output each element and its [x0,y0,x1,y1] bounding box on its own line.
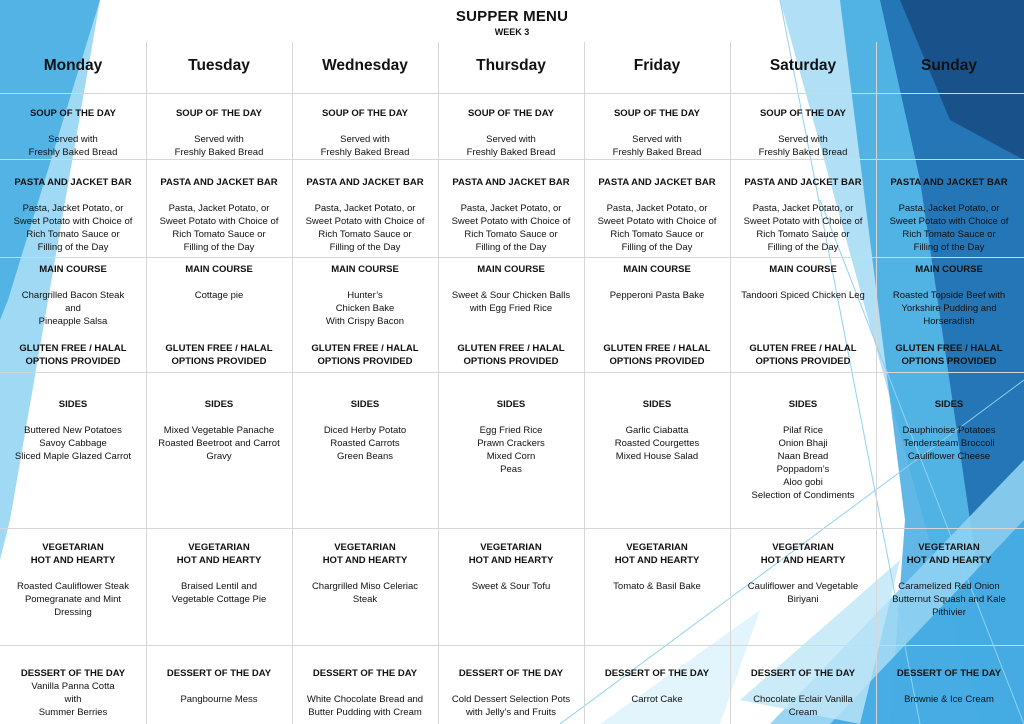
gluten-heading: GLUTEN FREE / HALAL OPTIONS PROVIDED [749,343,857,367]
dessert-heading: DESSERT OF THE DAY [604,668,710,679]
dessert-heading: DESSERT OF THE DAY [312,668,418,679]
gluten-heading: GLUTEN FREE / HALAL OPTIONS PROVIDED [311,343,419,367]
pasta-heading: PASTA AND JACKET BAR [14,177,132,188]
main-description: Pepperoni Pasta Bake [609,290,705,301]
main-description: Hunter’s Chicken Bake With Crispy Bacon [325,290,405,327]
gluten-cell-wednesday [292,342,438,368]
gluten-cell-sunday [876,342,1022,368]
main-cell-thursday [438,263,584,315]
sides-heading: SIDES [350,399,380,410]
soup-heading: SOUP OF THE DAY [29,108,117,119]
column-divider [876,42,877,724]
dessert-heading: DESSERT OF THE DAY [20,668,126,679]
gluten-cell-tuesday [146,342,292,368]
menu-header [0,8,1024,37]
dessert-cell-monday [0,667,146,719]
pasta-description: Pasta, Jacket Potato, or Sweet Potato with Choice of Rich Tomato Sauce or Filling of the Day [889,203,1009,253]
main-cell-wednesday [292,263,438,328]
main-cell-monday [0,263,146,328]
soup-description: Served with Freshly Baked Bread [758,134,848,158]
day-header-tuesday: Tuesday [188,57,250,74]
pasta-heading: PASTA AND JACKET BAR [598,177,716,188]
sides-heading: SIDES [788,399,818,410]
day-header-thursday: Thursday [476,57,546,74]
soup-cell-thursday [438,107,584,159]
soup-cell-wednesday [292,107,438,159]
day-header-sunday: Sunday [921,57,977,74]
dessert-description: Vanilla Panna Cotta with Summer Berries [31,681,115,718]
dessert-description: White Chocolate Bread and Butter Pudding with Cream [306,694,424,718]
pasta-description: Pasta, Jacket Potato, or Sweet Potato with Choice of Rich Tomato Sauce or Filling of the Day [305,203,425,253]
sides-cell-sunday [876,398,1022,463]
soup-description: Served with Freshly Baked Bread [28,134,118,158]
sides-description: Dauphinoise Potatoes Tendersteam Broccoli Cauliflower Cheese [902,425,996,462]
pasta-heading: PASTA AND JACKET BAR [160,177,278,188]
dessert-cell-friday [584,667,730,706]
gluten-cell-saturday [730,342,876,368]
veg-description: Tomato & Basil Bake [613,581,701,592]
soup-heading: SOUP OF THE DAY [175,108,263,119]
pasta-cell-thursday [438,176,584,254]
gluten-heading: GLUTEN FREE / HALAL OPTIONS PROVIDED [895,343,1003,367]
sides-cell-saturday [730,398,876,502]
pasta-cell-tuesday [146,176,292,254]
row-divider [0,372,1024,373]
dessert-description: Chocolate Eclair Vanilla Cream [753,694,853,718]
dessert-description: Cold Dessert Selection Pots with Jelly’s and Fruits [451,694,571,718]
gluten-cell-monday [0,342,146,368]
veg-cell-saturday [730,541,876,606]
row-divider [0,645,1024,646]
dessert-heading: DESSERT OF THE DAY [458,668,564,679]
dessert-description: Pangbourne Mess [180,694,258,705]
day-header-saturday: Saturday [769,57,837,74]
soup-description: Served with Freshly Baked Bread [612,134,702,158]
sides-cell-tuesday [146,398,292,463]
sides-cell-thursday [438,398,584,476]
dessert-heading: DESSERT OF THE DAY [166,668,272,679]
row-divider [0,93,1024,94]
gluten-heading: GLUTEN FREE / HALAL OPTIONS PROVIDED [457,343,565,367]
dessert-cell-sunday [876,667,1022,706]
sides-cell-monday [0,398,146,463]
sides-description: Buttered New Potatoes Savoy Cabbage Sliced Maple Glazed Carrot [14,425,132,462]
dessert-description: Carrot Cake [631,694,683,705]
pasta-cell-friday [584,176,730,254]
soup-heading: SOUP OF THE DAY [759,108,847,119]
veg-heading: VEGETARIAN HOT AND HEARTY [760,542,846,566]
pasta-description: Pasta, Jacket Potato, or Sweet Potato with Choice of Rich Tomato Sauce or Filling of the Day [743,203,863,253]
veg-cell-sunday [876,541,1022,619]
pasta-description: Pasta, Jacket Potato, or Sweet Potato with Choice of Rich Tomato Sauce or Filling of the Day [13,203,133,253]
dessert-cell-tuesday [146,667,292,706]
main-cell-tuesday [146,263,292,302]
sides-description: Pilaf Rice Onion Bhaji Naan Bread Poppadom’s Aloo gobi Selection of Condiments [751,425,855,501]
main-heading: MAIN COURSE [769,264,837,275]
sides-heading: SIDES [496,399,526,410]
veg-cell-wednesday [292,541,438,606]
pasta-cell-saturday [730,176,876,254]
pasta-heading: PASTA AND JACKET BAR [890,177,1008,188]
veg-cell-thursday [438,541,584,593]
soup-cell-saturday [730,107,876,159]
main-cell-saturday [730,263,876,302]
main-heading: MAIN COURSE [477,264,545,275]
veg-heading: VEGETARIAN HOT AND HEARTY [322,542,408,566]
veg-cell-monday [0,541,146,619]
veg-heading: VEGETARIAN HOT AND HEARTY [468,542,554,566]
dessert-cell-wednesday [292,667,438,719]
day-header-wednesday: Wednesday [322,57,408,74]
main-description: Chargrilled Bacon Steak and Pineapple Salsa [21,290,125,327]
veg-description: Caramelized Red Onion Butternut Squash and Kale Pithivier [892,581,1006,618]
sides-cell-friday [584,398,730,463]
soup-heading: SOUP OF THE DAY [467,108,555,119]
main-cell-friday [584,263,730,302]
sides-heading: SIDES [934,399,964,410]
day-header-friday: Friday [633,57,681,74]
soup-heading: SOUP OF THE DAY [613,108,701,119]
main-description: Tandoori Spiced Chicken Leg [741,290,865,301]
gluten-heading: GLUTEN FREE / HALAL OPTIONS PROVIDED [19,343,127,367]
page-title: SUPPER MENU [455,8,569,25]
veg-cell-friday [584,541,730,593]
main-heading: MAIN COURSE [39,264,107,275]
dessert-heading: DESSERT OF THE DAY [750,668,856,679]
soup-cell-sunday [876,107,1022,120]
row-divider [0,159,1024,160]
soup-cell-monday [0,107,146,159]
sides-cell-wednesday [292,398,438,463]
pasta-cell-monday [0,176,146,254]
veg-description: Braised Lentil and Vegetable Cottage Pie [171,581,267,605]
main-heading: MAIN COURSE [331,264,399,275]
gluten-cell-thursday [438,342,584,368]
dessert-description: Brownie & Ice Cream [904,694,994,705]
veg-description: Cauliflower and Vegetable Biriyani [747,581,859,605]
main-heading: MAIN COURSE [915,264,983,275]
veg-description: Chargrilled Miso Celeriac Steak [311,581,419,605]
soup-description: Served with Freshly Baked Bread [320,134,410,158]
day-header-monday: Monday [43,57,103,74]
soup-description: Served with Freshly Baked Bread [174,134,264,158]
pasta-description: Pasta, Jacket Potato, or Sweet Potato with Choice of Rich Tomato Sauce or Filling of the Day [451,203,571,253]
sides-description: Garlic Ciabatta Roasted Courgettes Mixed House Salad [614,425,700,462]
sides-heading: SIDES [58,399,88,410]
pasta-heading: PASTA AND JACKET BAR [306,177,424,188]
dessert-cell-thursday [438,667,584,719]
dessert-heading: DESSERT OF THE DAY [896,668,1002,679]
pasta-cell-sunday [876,176,1022,254]
main-description: Sweet & Sour Chicken Balls with Egg Fried Rice [451,290,571,314]
pasta-heading: PASTA AND JACKET BAR [744,177,862,188]
page-subtitle: WEEK 3 [494,27,530,37]
main-cell-sunday [876,263,1022,328]
pasta-description: Pasta, Jacket Potato, or Sweet Potato with Choice of Rich Tomato Sauce or Filling of the Day [597,203,717,253]
pasta-cell-wednesday [292,176,438,254]
main-description: Roasted Topside Beef with Yorkshire Pudding and Horseradish [892,290,1006,327]
dessert-cell-saturday [730,667,876,719]
sides-description: Mixed Vegetable Panache Roasted Beetroot and Carrot Gravy [158,425,280,462]
veg-heading: VEGETARIAN HOT AND HEARTY [176,542,262,566]
main-heading: MAIN COURSE [623,264,691,275]
veg-heading: VEGETARIAN HOT AND HEARTY [906,542,992,566]
main-heading: MAIN COURSE [185,264,253,275]
soup-description: Served with Freshly Baked Bread [466,134,556,158]
pasta-description: Pasta, Jacket Potato, or Sweet Potato with Choice of Rich Tomato Sauce or Filling of the Day [159,203,279,253]
sides-heading: SIDES [204,399,234,410]
soup-cell-friday [584,107,730,159]
gluten-cell-friday [584,342,730,368]
row-divider [0,257,1024,258]
gluten-heading: GLUTEN FREE / HALAL OPTIONS PROVIDED [165,343,273,367]
veg-description: Sweet & Sour Tofu [471,581,551,592]
sides-description: Diced Herby Potato Roasted Carrots Green Beans [323,425,407,462]
soup-cell-tuesday [146,107,292,159]
veg-description: Roasted Cauliflower Steak Pomegranate and Mint Dressing [17,581,129,618]
main-description: Cottage pie [194,290,244,301]
veg-heading: VEGETARIAN HOT AND HEARTY [30,542,116,566]
sides-description: Egg Fried Rice Prawn Crackers Mixed Corn Peas [477,425,545,475]
soup-heading: SOUP OF THE DAY [321,108,409,119]
gluten-heading: GLUTEN FREE / HALAL OPTIONS PROVIDED [603,343,711,367]
row-divider [0,528,1024,529]
veg-heading: VEGETARIAN HOT AND HEARTY [614,542,700,566]
pasta-heading: PASTA AND JACKET BAR [452,177,570,188]
veg-cell-tuesday [146,541,292,606]
sides-heading: SIDES [642,399,672,410]
